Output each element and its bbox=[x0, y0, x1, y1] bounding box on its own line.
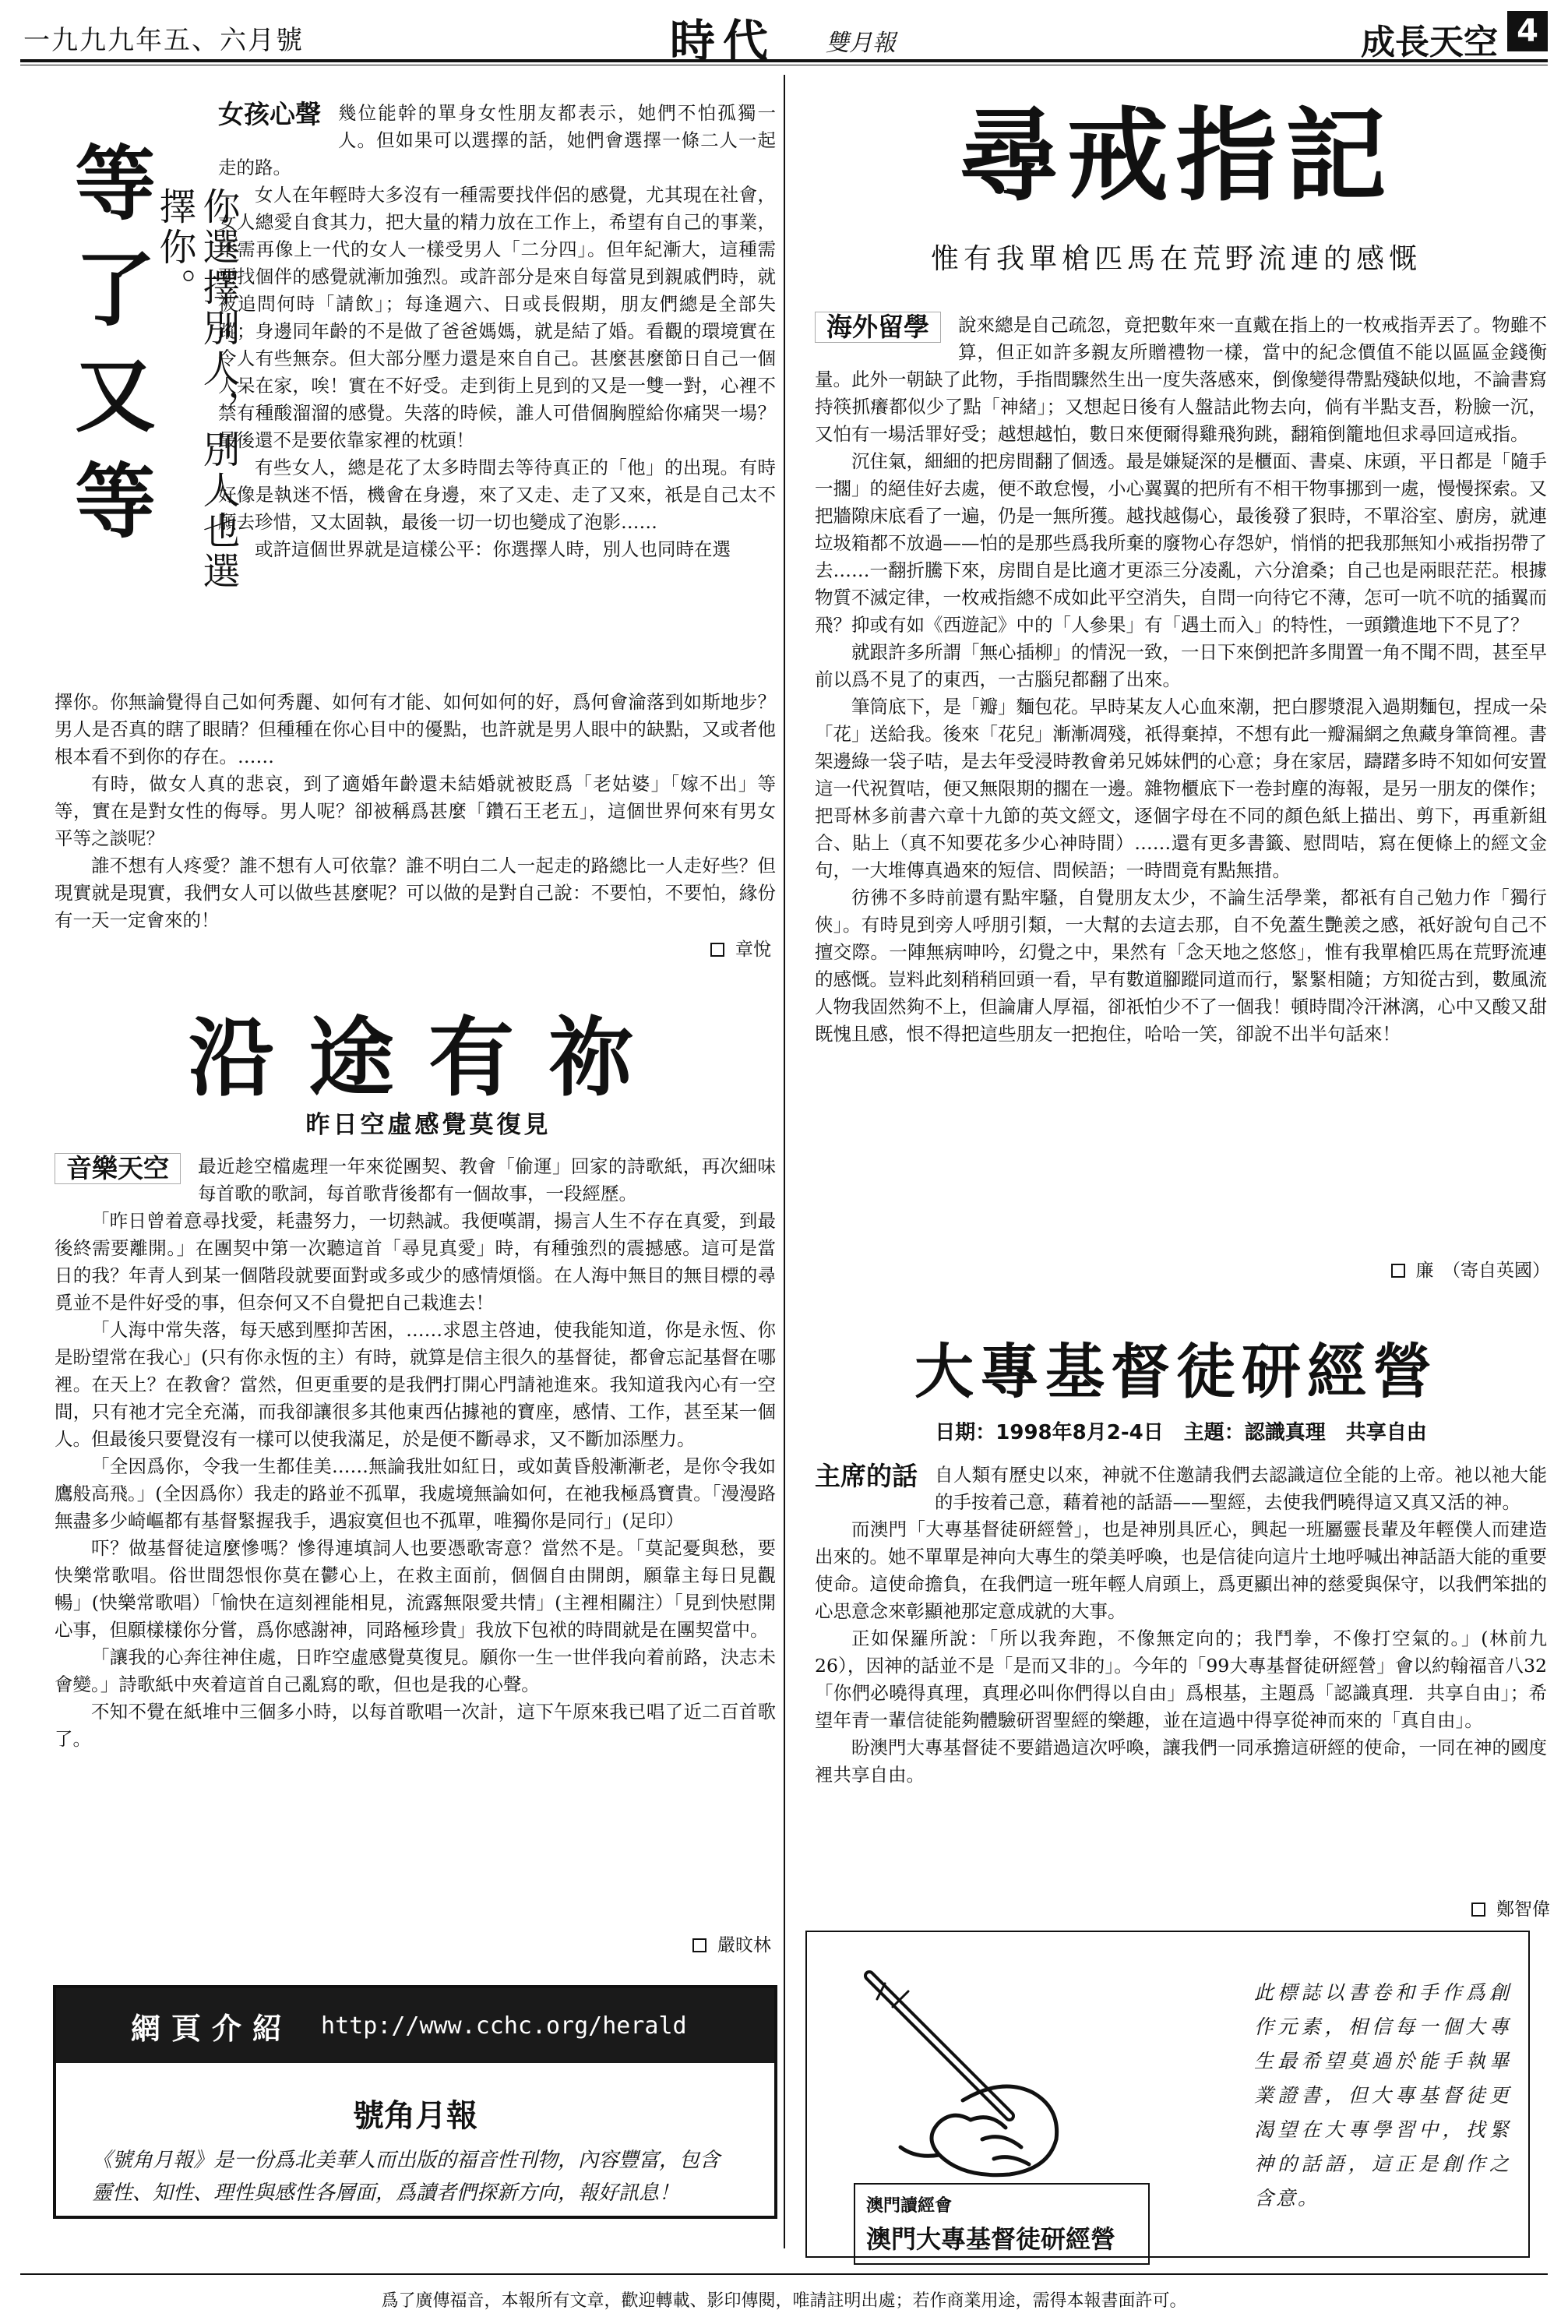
paragraph: 擇你。你無論覺得自己如何秀麗、如何有才能、如何如何的好，爲何會淪落到如斯地步？男人是否真的瞎了眼睛？但種種在你心目中的優點，也許就是男人眼中的缺點，又或者他根本看不到你的存在。…… bbox=[55, 691, 776, 767]
article-girls-author bbox=[545, 935, 771, 961]
title-char: 等 bbox=[75, 453, 157, 549]
author-note: （寄自英國） bbox=[1451, 1261, 1550, 1281]
article-camp-meta: 日期：1998年8月2-4日 主題：認識真理 共享自由 bbox=[935, 1421, 1427, 1444]
article-girls-body-bottom bbox=[55, 689, 776, 934]
page-number: 4 bbox=[1507, 11, 1548, 51]
paragraph: 吓？做基督徒這麼慘嗎？慘得連填詞人也要憑歌寄意？當然不是。「莫記憂與愁，要快樂常歌唱。俗世間怨恨你莫在鬱心上，在救主面前，個個自由開朗，願靠主每日見觀暢」(快樂常歌唱）「愉快在這刻裡能相見，流露無限愛共情」(主裡相關注）「見到快慰開心事，但願樣樣你分嘗，爲你感謝神，同路極珍貴」我放下包袱的時間就是在團契當中。 bbox=[55, 1537, 776, 1641]
author-name: 鄭智偉 bbox=[1496, 1899, 1550, 1920]
org-small-name: 澳門讀經會 bbox=[866, 2196, 953, 2216]
logo-org-label bbox=[854, 2183, 1150, 2265]
article-girls-subtitle: 你選擇別人，別人也選擇你。 bbox=[153, 187, 240, 592]
hand-scroll-logo-icon bbox=[846, 1960, 1080, 2186]
byline-box bbox=[1391, 1264, 1405, 1278]
footer-notice: 爲了廣傳福音，本報所有文章，歡迎轉載、影印傳閱，唯請註明出處；若作商業用途，需得本報書面許可。 bbox=[381, 2291, 1187, 2311]
author-name: 廉 bbox=[1415, 1261, 1434, 1281]
paragraph: 「全因爲你，令我一生都佳美……無論我壯如紅日，或如黃昏般漸漸老，是你令我如鷹般高飛。」(全因爲你）我走的路並不孤單，我處境無論如何，在祂我極爲寶貴。「漫漫路無盡多少崎嶇都有基督緊握我手，遇寂寞但也不孤單，唯獨你是同行」(足印） bbox=[55, 1455, 776, 1532]
issue-date: 一九九九年五、六月號 bbox=[23, 25, 304, 56]
web-intro-name: 號角月報 bbox=[353, 2097, 477, 2134]
paragraph: 有時，做女人真的悲哀，到了適婚年齡還未結婚就被貶爲「老姑婆」「嫁不出」等等，實在是對女性的侮辱。男人呢？卻被稱爲甚麼「鑽石王老五」，這個世界何來有男女平等之談呢？ bbox=[55, 773, 776, 849]
article-music-body bbox=[55, 1153, 776, 1753]
section-title: 成長天空 bbox=[1361, 23, 1498, 62]
paragraph: 沉住氣，細細的把房間翻了個透。最是嫌疑深的是櫃面、書桌、床頭，平日都是「隨手一擱」的絕佳好去處，便不敢怠慢，小心翼翼的把所有不相干物事挪到一處，慢慢探索。又把牆隙床底看了一遍，仍是一無所獲。越找越傷心，最後發了狠時，不單浴室、廚房，就連垃圾箱都不放過——怕的是那些爲我所棄的廢物心存怨妒，悄悄的把我那無知小戒指拐帶了去……一翻折騰下來，房間自是比適才更添三分凌亂，六分滄桑；自己也是兩眼茫茫。根據物質不滅定律，一枚戒指總不成如此平空消失，自問一向待它不薄，怎可一吭不吭的插翼而飛？抑或有如《西遊記》中的「人參果」有「遇土而入」的特性，一頭鑽進地下不見了？ bbox=[815, 450, 1547, 636]
paragraph: 「讓我的心奔往神住處，日昨空虛感覺莫復見。願你一生一世伴我向着前路，決志未會變。」詩歌紙中夾着這首自己亂寫的歌，但也是我的心聲。 bbox=[55, 1646, 776, 1695]
byline-box bbox=[710, 943, 724, 957]
web-intro-url[interactable]: http://www.cchc.org/herald bbox=[321, 2012, 687, 2040]
paragraph: 就跟許多所謂「無心插柳」的情況一致，一日下來倒把許多閒置一角不聞不問，甚至早前以爲不見了的東西，一古腦兒都翻了出來。 bbox=[815, 641, 1547, 690]
web-intro-header bbox=[56, 1988, 774, 2063]
paragraph: 誰不想有人疼愛？誰不想有人可依靠？誰不明白二人一起走的路總比一人走好些？但現實就是現實，我們女人可以做些甚麼呢？可以做的是對自己說：不要怕，不要怕，緣份有一天一定會來的！ bbox=[55, 855, 776, 931]
paragraph: 正如保羅所說：「所以我奔跑，不像無定向的；我鬥拳，不像打空氣的。」(林前九26），因神的話並不是「是而又非的」。今年的「99大專基督徒研經營」會以約翰福音八32「你們必曉得真理，真理必叫你們得以自由」爲根基，主題爲「認識真理．共享自由」；希望年青一輩信徒能夠體驗研習聖經的樂趣，並在這過中得享從神而來的「真自由」。 bbox=[815, 1628, 1547, 1731]
article-music-kicker: 音樂天空 bbox=[55, 1153, 181, 1184]
title-char: 等 bbox=[75, 136, 157, 231]
paragraph: 或許這個世界就是這樣公平：你選擇人時，別人也同時在選 bbox=[255, 538, 731, 560]
paragraph: 盼澳門大專基督徒不要錯過這次呼喚，讓我們一同承擔這研經的使命，一同在神的國度裡共享自由。 bbox=[815, 1737, 1547, 1786]
article-girls-kicker: 女孩心聲 bbox=[218, 99, 321, 129]
paragraph: 不知不覺在紙堆中三個多小時，以每首歌唱一次計，這下午原來我已唱了近二百首歌了。 bbox=[55, 1701, 776, 1750]
article-music-title: 沿途有祢 bbox=[189, 1007, 668, 1108]
article-music-author bbox=[545, 1931, 771, 1956]
title-char: 又 bbox=[75, 347, 157, 443]
paragraph: 自人類有歷史以來，神就不住邀請我們去認識這位全能的上帝。祂以祂大能的手按着己意，藉着祂的話語——聖經，去使我們曉得這又真又活的神。 bbox=[935, 1464, 1547, 1513]
paragraph: 彷彿不多時前還有點牢騷，自覺朋友太少，不論生活學業，都祇有自己勉力作「獨行俠」。有時見到旁人呼朋引類，一大幫的去這去那，自不免蓋生艷羨之感，祇好說句自己不擅交際。一陣無病呻吟，幻覺之中，果然有「念天地之悠悠」，惟有我單槍匹馬在荒野流連的感慨。豈料此刻稍稍回頭一看，早有數道腳蹤同道而行，緊緊相隨；方知從古到，數風流人物我固然夠不上，但論庸人厚福，卻祇怕少不了一個我！頓時間冷汗淋漓，心中又酸又甜既愧且感，恨不得把這些朋友一把抱住，哈哈一笑，卻說不出半句話來！ bbox=[815, 887, 1547, 1045]
article-camp-title: 大專基督徒研經營 bbox=[914, 1337, 1438, 1406]
logo-description-text: 此標誌以書卷和手作爲創作元素，相信每一個大專生最希望莫過於能手執畢業證書，但大專基督徒更渴望在大專學習中，找緊神的話語，這正是創作之含意。 bbox=[1254, 1981, 1511, 2209]
article-ring-author bbox=[1246, 1256, 1550, 1282]
footer-rule bbox=[20, 2273, 1548, 2275]
article-girls-body-top bbox=[218, 100, 776, 563]
logo-description-box bbox=[805, 1931, 1530, 2258]
paragraph: 女人在年輕時大多沒有一種需要找伴侶的感覺，尤其現在社會，女人總愛自食其力，把大量的精力放在工作上，希望有自己的事業，不需再像上一代的女人一樣受男人「二分四」。但年紀漸大，這種需要找個伴的感覺就漸加強烈。或許部分是來自每當見到親戚們時，就被追問何時「請飲」；每逢週六、日或長假期，朋友們總是全部失蹤；身邊同年齡的不是做了爸爸媽媽，就是結了婚。看觀的環境實在令人有些無奈。但大部分壓力還是來自自己。甚麼甚麼節日自己一個人呆在家，唉！實在不好受。走到街上見到的又是一雙一對，心裡不禁有種酸溜溜的感覺。失落的時候，誰人可借個胸膛給你痛哭一場？最後還不是要依靠家裡的枕頭！ bbox=[218, 184, 776, 451]
header-rule bbox=[20, 59, 1548, 62]
web-intro-box bbox=[53, 1985, 777, 2219]
column-divider bbox=[784, 75, 785, 2248]
article-camp-body bbox=[815, 1462, 1547, 1789]
article-ring-kicker: 海外留學 bbox=[815, 312, 941, 343]
paragraph: 有些女人，總是花了太多時間去等待真正的「他」的出現。有時好像是執迷不悟，機會在身邊，來了又走、走了又來，祇是自己太不願去珍惜，又太固執，最後一切一切也變成了泡影…… bbox=[218, 457, 776, 533]
paragraph: 幾位能幹的單身女性朋友都表示，她們不怕孤獨一人。但如果可以選擇的話，她們會選擇一條二人一起走的路。 bbox=[218, 102, 776, 178]
article-ring-title: 尋戒指記 bbox=[957, 96, 1394, 215]
masthead-title: 時代 bbox=[670, 15, 777, 68]
author-name: 嚴旼林 bbox=[717, 1935, 771, 1955]
byline-box bbox=[692, 1938, 706, 1952]
web-intro-description: 《號角月報》是一份爲北美華人而出版的福音性刊物，內容豐富，包含靈性、知性、理性與感性各層面，爲讀者們探新方向，報好訊息！ bbox=[92, 2149, 721, 2205]
masthead-subtitle: 雙月報 bbox=[826, 30, 896, 57]
article-camp-kicker: 主席的話 bbox=[815, 1461, 918, 1491]
title-char: 了 bbox=[75, 242, 157, 337]
author-name: 章悅 bbox=[735, 940, 771, 960]
paragraph: 最近趁空檔處理一年來從團契、教會「偷運」回家的詩歌紙，再次細味每首歌的歌詞，每首歌背後都有一個故事，一段經歷。 bbox=[198, 1155, 776, 1204]
article-camp-author bbox=[1246, 1895, 1550, 1920]
byline-box bbox=[1471, 1903, 1485, 1917]
article-music-subtitle: 昨日空虛感覺莫復見 bbox=[305, 1111, 551, 1139]
paragraph: 「昨日曾着意尋找愛，耗盡努力，一切熱誠。我便嘆謂，揚言人生不存在真愛，到最後終需要離開。」在團契中第一次聽這首「尋見真愛」時，有種強烈的震撼感。這可是當日的我？年青人到某一個階段就要面對或多或少的感情煩惱。在人海中無目的無目標的尋覓並不是件好受的事，但奈何又不自覺把自己栽進去！ bbox=[55, 1210, 776, 1314]
article-ring-subtitle: 惟有我單槍匹馬在荒野流連的感慨 bbox=[930, 243, 1422, 275]
paragraph: 「人海中常失落，每天感到壓抑苦困，……求恩主啓迪，使我能知道，你是永恆、你是盼望常在我心」(只有你永恆的主）有時，就算是信主很久的基督徒，都會忘記基督在哪裡。在天上？在教會？當然，但更重要的是我們打開心門請祂進來。我知道我內心有一空間，只有祂才完全充滿，而我卻讓很多其他東西佔據祂的寶座，感情、工作，甚至某一個人。但最後只要覺沒有一樣可以使我滿足，於是便不斷尋求，又不斷加添壓力。 bbox=[55, 1319, 776, 1450]
paragraph: 筆筒底下，是「瓣」麵包花。早時某友人心血來潮，把白膠漿混入過期麵包，捏成一朵「花」送給我。後來「花兒」漸漸凋殘，祇得棄掉，不想有此一瓣漏網之魚藏身筆筒裡。書架邊綠一袋子咭，是去年受浸時教會弟兄姊妹們的心意；身在家居，躊躇多時不知如何安置這一代祝賀咭，便又無限期的擱在一邊。雜物櫃底下一卷封塵的海報，是另一朋友的傑作；把哥林多前書六章十九節的英文經文，逐個字母在不同的顏色紙上描出、剪下，再重新組合、貼上（真不知要花多少心神時間）……還有更多書籤、慰問咭，寫在便條上的經文金句，一大堆傳真過來的短信、問候語；一時間竟有點無措。 bbox=[815, 696, 1547, 881]
paragraph: 說來總是自己疏忽，竟把數年來一直戴在指上的一枚戒指弄丟了。物雖不算，但正如許多親友所贈禮物一樣，當中的紀念價值不能以區區金錢衡量。此外一朝缺了此物，手指間驟然生出一度失落感來，倒像變得帶點殘缺似地，不論書寫持筷抓癢都似少了點「神緒」；又想起日後有人盤詰此物去向，倘有半點支吾，粉臉一沉，又怕有一場活罪好受；越想越怕，數日來便爾得雞飛狗跳，翻箱倒籠地但求尋回這戒指。 bbox=[815, 314, 1547, 445]
web-intro-label: 網頁介紹 bbox=[131, 2011, 294, 2046]
paragraph: 而澳門「大專基督徒研經營」，也是神別具匠心，興起一班屬靈長輩及年輕僕人而建造出來的。她不單單是神向大專生的榮美呼喚，也是信徒向這片土地呼喊出神話語大能的重要使命。這使命擔負，在我們這一班年輕人肩頭上，爲更顯出神的慈愛與保守，以我們笨拙的心思意念來彰顯祂那定意成就的大事。 bbox=[815, 1518, 1547, 1622]
article-ring-body bbox=[815, 312, 1547, 1048]
org-full-name: 澳門大專基督徒研經營 bbox=[866, 2224, 1116, 2254]
